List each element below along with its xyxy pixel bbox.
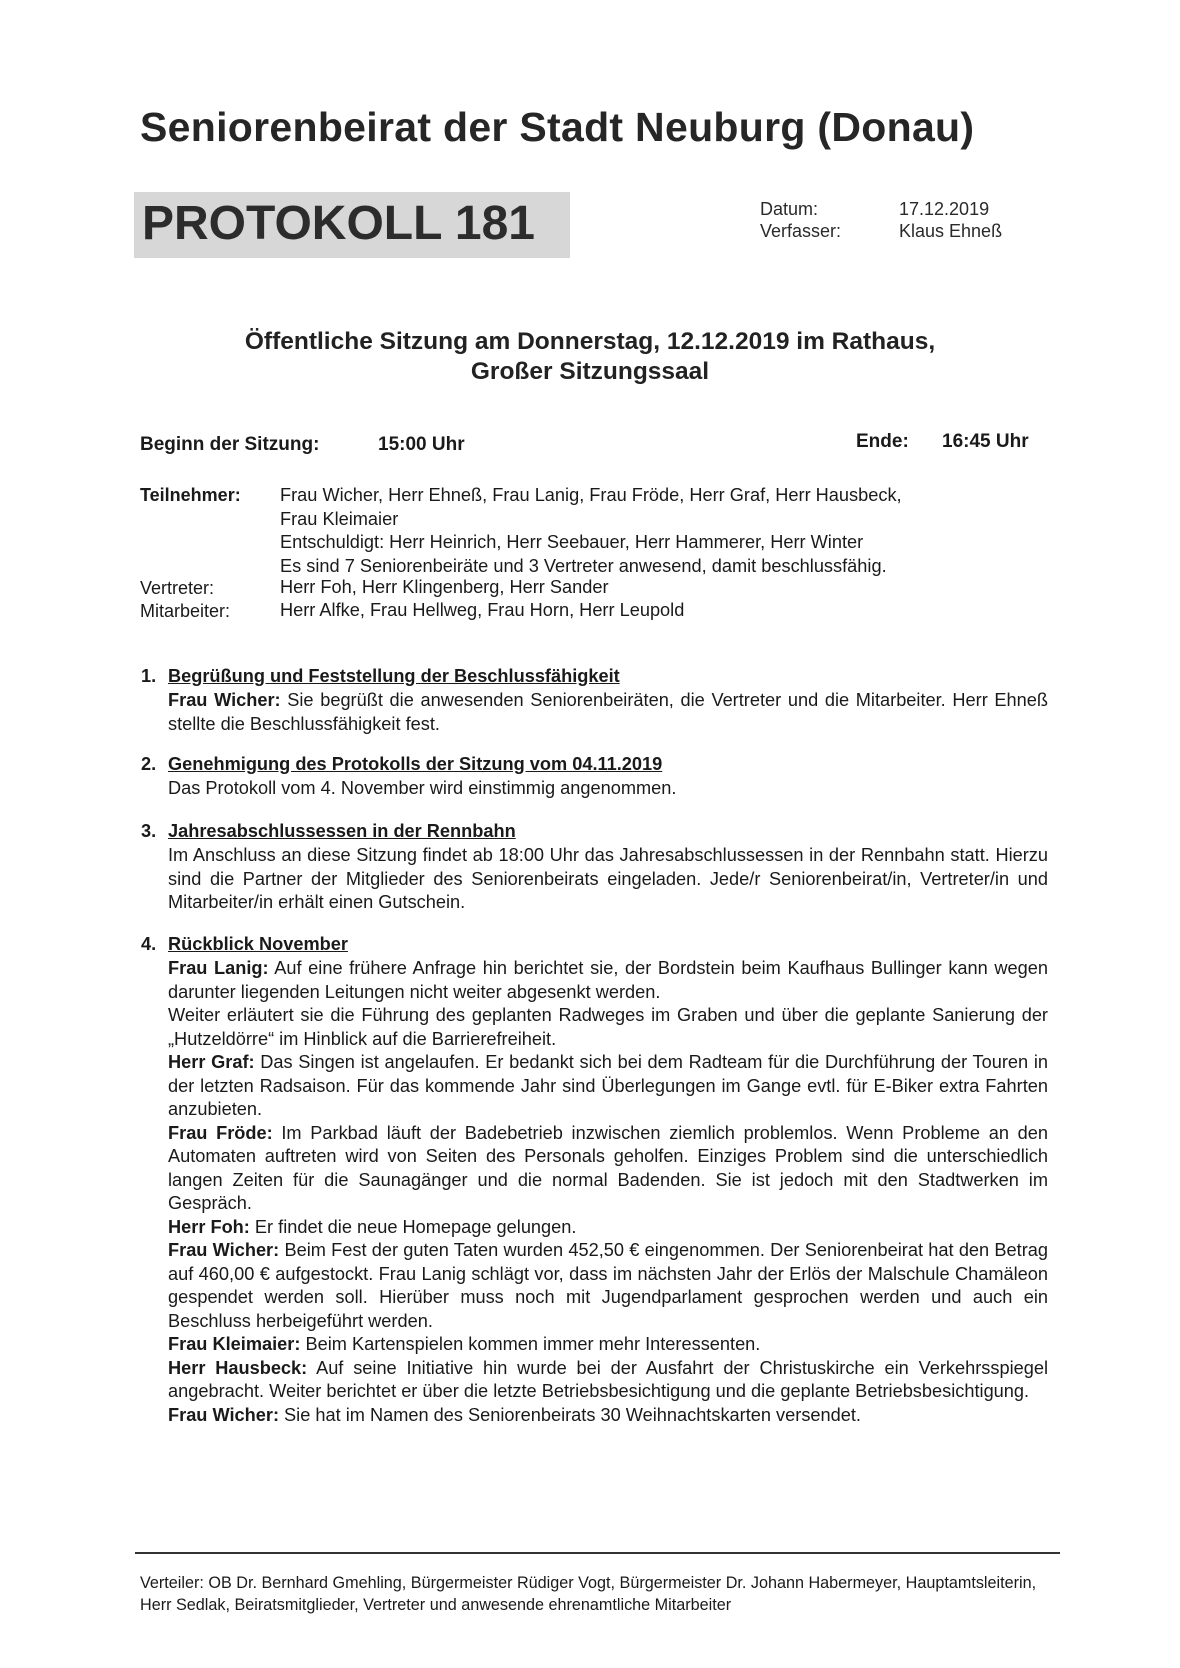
section-paragraph [168,1216,1048,1240]
section-paragraph [168,777,1048,801]
mitarbeiter-value: Herr Alfke, Frau Hellweg, Frau Horn, Herr Leupold [280,600,685,620]
teilnehmer-line: Frau Kleimaier [280,508,399,529]
datum-value: 17.12.2019 [899,199,990,219]
section-paragraph [168,1357,1048,1404]
section-number: 4. [141,934,157,954]
organization-title: Seniorenbeirat der Stadt Neuburg (Donau) [140,104,975,150]
end-label: Ende: [856,431,909,452]
end-value: 16:45 Uhr [942,431,1029,452]
teilnehmer-list [280,484,902,578]
paragraph-text: Beim Fest der guten Taten wurden 452,50 € eingenommen. Der Seniorenbeirat hat den Betrag auf 460,00 € aufgestockt. Frau Lanig schlägt vor, dass im nächsten Jahr der Erlös der Malschule Chamäleon gespendet werden soll. Hierüber muss noch mit Jugendparlament gesprochen werden und auch ein Beschluss herbeigeführt werden. [168,1240,1048,1331]
begin-value: 15:00 Uhr [378,434,465,455]
section-paragraph [168,957,1048,1004]
section-paragraph [168,1239,1048,1333]
paragraph-text: Auf seine Initiative hin wurde bei der Ausfahrt der Christuskirche ein Verkehrsspiegel angebracht. Weiter berichtet er über die letzte Betriebsbesichtigung und die geplante Betriebsbesichtigung. [168,1357,1049,1401]
section-heading: Jahresabschlussessen in der Rennbahn [168,821,516,841]
entschuldigt-line: Entschuldigt: Herr Heinrich, Herr Seebauer, Herr Hammerer, Herr Winter [280,532,864,552]
section-paragraph [168,1404,1048,1428]
paragraph-text: Das Protokoll vom 4. November wird einstimmig angenommen. [168,778,677,798]
speaker-name: Frau Kleimaier: [168,1334,301,1354]
speaker-name: Frau Lanig: [168,958,269,978]
paragraph-text: Sie hat im Namen des Seniorenbeirats 30 Weihnachtskarten versendet. [279,1404,861,1425]
paragraph-text: Weiter erläutert sie die Führung des geplanten Radweges im Graben und über die geplante Sanierung der „Hutzeldörre“ im Hinblick auf die Barrierefreiheit. [168,1005,1048,1049]
footer-divider [135,1552,1060,1554]
section-heading: Rückblick November [168,934,348,954]
section-number: 2. [141,754,157,774]
section-paragraph [168,844,1048,915]
speaker-name: Frau Wicher: [168,690,281,710]
protokoll-title: PROTOKOLL 181 [142,197,535,250]
vertreter-value: Herr Foh, Herr Klingenberg, Herr Sander [280,577,609,597]
paragraph-text: Sie begrüßt die anwesenden Seniorenbeiräten, die Vertreter und die Mitarbeiter. Herr Ehneß stellte die Beschlussfähigkeit fest. [168,690,1048,734]
section-paragraph [168,1333,1048,1357]
section-heading: Begrüßung und Feststellung der Beschlussfähigkeit [168,666,620,686]
begin-label: Beginn der Sitzung: [140,434,320,455]
speaker-name: Herr Graf: [168,1052,255,1072]
session-title-line1: Öffentliche Sitzung am Donnerstag, 12.12.2019 im Rathaus, [244,328,936,355]
section-number: 3. [141,821,157,841]
speaker-name: Herr Foh: [168,1216,250,1237]
speaker-name: Frau Wicher: [168,1240,280,1260]
paragraph-text: Er findet die neue Homepage gelungen. [249,1216,577,1237]
paragraph-text: Im Parkbad läuft der Badebetrieb inzwischen ziemlich problemlos. Wenn Probleme an den Automaten auftreten wird von Seiten des Personals geholfen. Einziges Problem sind die unterschiedlich langen Zeiten für die Saunagänger und die normal Badenden. Sie ist jedoch mit den Stadtwerken im Gespräch. [168,1122,1048,1213]
distribution-list: Verteiler: OB Dr. Bernhard Gmehling, Bürgermeister Rüdiger Vogt, Bürgermeister Dr. Johann Habermeyer, Hauptamtsleiterin, Herr Sedlak, Beiratsmitglieder, Vertreter und anwesende ehrenamtliche Mitarbeiter [140,1574,1037,1614]
verfasser-value: Klaus Ehneß [899,221,1003,241]
paragraph-text: Auf eine frühere Anfrage hin berichtet sie, der Bordstein beim Kaufhaus Bullinger kann wegen darunter liegenden Leitungen nicht weiter abgesenkt werden. [168,958,1048,1002]
section-paragraph [168,1122,1048,1216]
section-number: 1. [141,666,157,686]
vertreter-label: Vertreter: [140,578,215,598]
speaker-name: Frau Wicher: [168,1404,279,1425]
mitarbeiter-label: Mitarbeiter: [140,601,231,621]
session-title-line2: Großer Sitzungssaal [470,358,710,385]
teilnehmer-line: Frau Wicher, Herr Ehneß, Frau Lanig, Frau Fröde, Herr Graf, Herr Hausbeck, [280,485,902,505]
section-paragraph [168,1004,1048,1051]
section-4-body [168,957,1048,1427]
session-title [0,327,1180,387]
section-paragraph [168,689,1048,736]
speaker-name: Herr Hausbeck: [168,1357,308,1378]
paragraph-text: Beim Kartenspielen kommen immer mehr Interessenten. [300,1334,761,1354]
paragraph-text: Im Anschluss an diese Sitzung findet ab 18:00 Uhr das Jahresabschlussessen in der Rennbahn statt. Hierzu sind die Partner der Mitglieder des Seniorenbeirats eingeladen. Jede/r Seniorenbeirat/in, Vertreter/in und Mitarbeiter/in erhält einen Gutschein. [168,845,1048,912]
datum-label: Datum: [760,199,819,219]
section-paragraph [168,1051,1048,1122]
verfasser-label: Verfasser: [760,221,842,241]
quorum-line: Es sind 7 Seniorenbeiräte und 3 Vertreter anwesend, damit beschlussfähig. [280,555,887,576]
paragraph-text: Das Singen ist angelaufen. Er bedankt sich bei dem Radteam für die Durchführung der Touren in der letzten Radsaison. Für das kommende Jahr sind Überlegungen im Gange evtl. für E-Biker extra Fahrten anzubieten. [168,1052,1048,1119]
section-heading: Genehmigung des Protokolls der Sitzung vom 04.11.2019 [168,754,663,774]
speaker-name: Frau Fröde: [168,1122,273,1143]
teilnehmer-label: Teilnehmer: [140,485,241,505]
